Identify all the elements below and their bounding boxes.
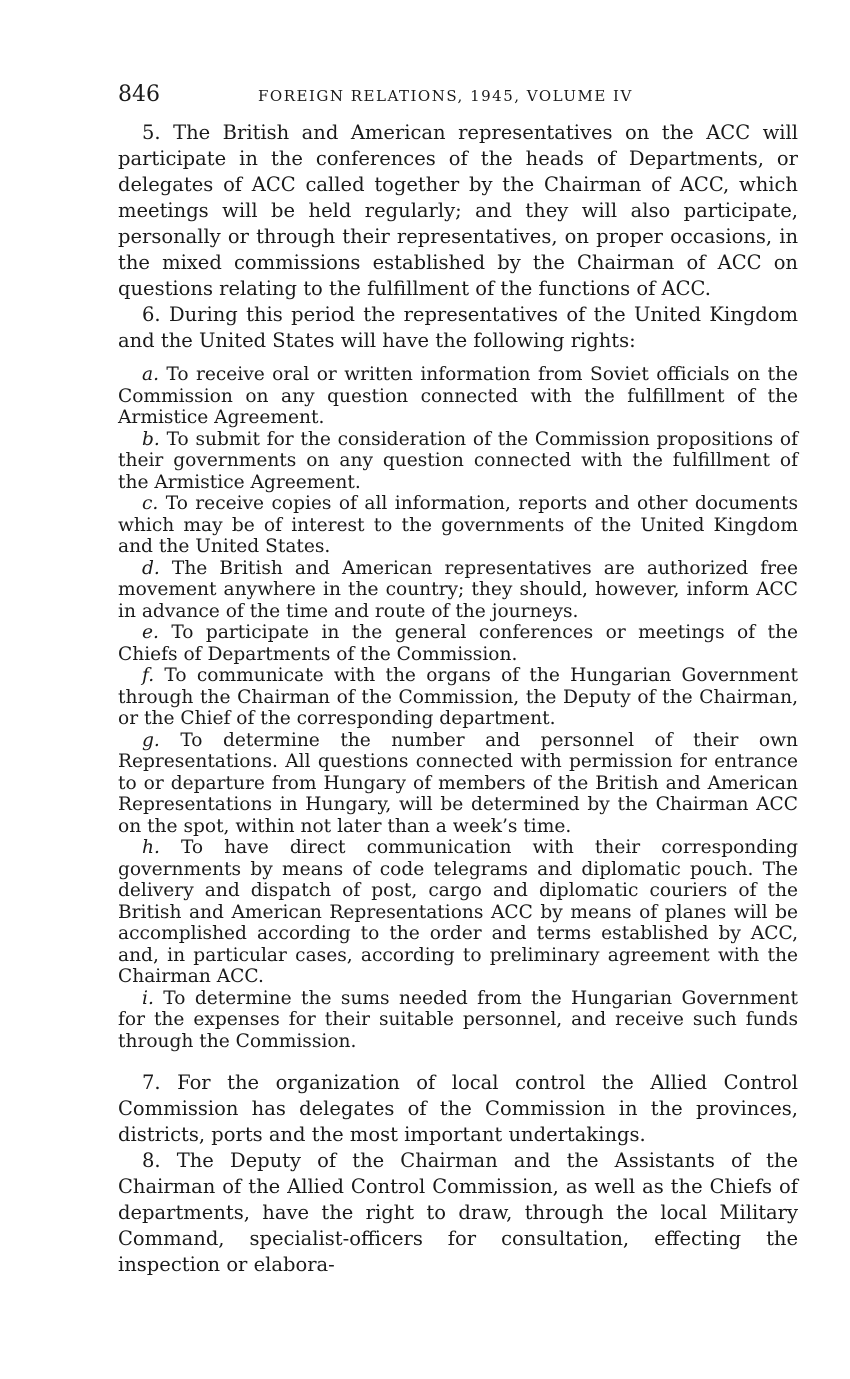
rights-item-g (118, 730, 798, 838)
rights-item-letter: h. (142, 837, 160, 858)
rights-item-letter: c. (142, 493, 159, 514)
rights-list (118, 364, 798, 1052)
rights-item-letter: g. (142, 729, 160, 751)
rights-item-letter: i. (142, 987, 154, 1009)
rights-item-text: To communicate with the organs of the Hungarian Government through the Chairman of the Commission, the Deputy of the Chairman, or the Chief of the corresponding department. (118, 665, 798, 729)
paragraph-7: 7. For the organization of local control the Allied Control Commission has delegates of the Commission in the provinces, districts, ports and the most important undertakings. (118, 1071, 798, 1146)
rights-item-i (118, 988, 798, 1053)
paragraph-5: 5. The British and American representatives on the ACC will participate in the conferences of the heads of Departments, or delegates of ACC called together by the Chairman of ACC, which meetings will be held regularly; and they will also participate, personally or through their representatives, on proper occasions, in the mixed commissions established by the Chairman of ACC on questions relating to the fulfillment of the functions of ACC. (118, 121, 798, 300)
paragraph-6: 6. During this period the representatives of the United Kingdom and the United States will have the following rights: (118, 303, 798, 352)
rights-item-text: To determine the sums needed from the Hungarian Government for the expenses for their suitable personnel, and receive such funds through the Commission. (118, 987, 798, 1052)
page-number: 846 (118, 82, 160, 107)
rights-item-text: To receive copies of all information, reports and other documents which may be of interest to the governments of the United Kingdom and the United States. (118, 493, 798, 557)
rights-item-text: To have direct communication with their corresponding governments by means of code telegrams and diplomatic pouch. The delivery and dispatch of post, cargo and diplomatic couriers of the British and American Representations ACC by means of planes will be accomplished according to the order and terms established by ACC, and, in particular cases, according to preliminary agreement with the Chairman ACC. (118, 837, 798, 987)
rights-item-d (118, 558, 798, 623)
page-header (118, 82, 798, 112)
document-page (118, 82, 798, 1278)
rights-item-a (118, 364, 798, 429)
paragraph-8: 8. The Deputy of the Chairman and the Assistants of the Chairman of the Allied Control Commission, as well as the Chiefs of departments, have the right to draw, through the local Military Command, specialist-officers for consultation, effecting the inspection or elabora- (118, 1149, 798, 1276)
rights-item-text: The British and American representatives are authorized free movement anywhere in the country; they should, however, inform ACC in advance of the time and route of the journeys. (118, 557, 798, 622)
rights-item-letter: e. (142, 622, 159, 643)
rights-item-c (118, 493, 798, 558)
rights-item-text: To receive oral or written information from Soviet officials on the Commission on any question connected with the fulfillment of the Armistice Agreement. (118, 364, 798, 428)
rights-item-text: To submit for the consideration of the Commission propositions of their governments on any question connected with the fulfillment of the Armistice Agreement. (118, 428, 798, 493)
rights-item-b (118, 429, 798, 494)
rights-item-text: To participate in the general conferences or meetings of the Chiefs of Departments of the Commission. (118, 622, 798, 665)
rights-item-text: To determine the number and personnel of their own Representations. All questions connected with permission for entrance to or departure from Hungary of members of the British and American Representations in Hungary, will be determined by the Chairman ACC on the spot, within not later than a week’s time. (118, 729, 798, 837)
rights-item-e (118, 622, 798, 665)
rights-item-letter: a. (142, 364, 159, 385)
rights-item-letter: f. (142, 665, 155, 686)
rights-item-letter: b. (142, 428, 160, 450)
running-head: FOREIGN RELATIONS, 1945, VOLUME IV (258, 87, 633, 105)
rights-item-h (118, 837, 798, 988)
rights-item-f (118, 665, 798, 730)
rights-item-letter: d. (142, 557, 160, 579)
